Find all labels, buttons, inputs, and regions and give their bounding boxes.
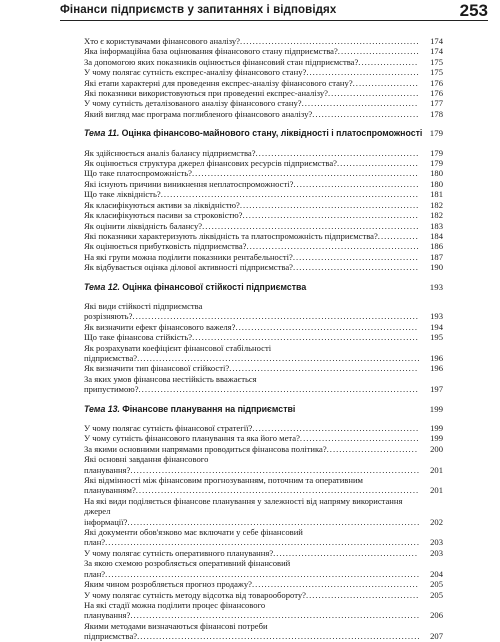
- entry-page: 187: [430, 251, 443, 262]
- toc-entry[interactable]: [84, 343, 443, 364]
- section-number: Тема 13.: [84, 403, 121, 414]
- entry-page: 178: [430, 108, 443, 119]
- entry-page: 177: [430, 98, 443, 109]
- entry-text: За допомогою яких показників оцінюється фінансовий стан підприємства?: [84, 56, 359, 67]
- leader-dots: .............................: [326, 443, 418, 454]
- entry-page: 182: [430, 210, 443, 221]
- entry-page: 207: [430, 631, 443, 642]
- leader-dots: ...................: [358, 56, 419, 67]
- entry-text: Як здійснюється аналіз балансу підприємства?: [84, 147, 256, 158]
- leader-dots: ......................................: [299, 433, 420, 444]
- leader-dots: .........................................................................................: [138, 384, 419, 395]
- entry-page: 202: [430, 516, 443, 527]
- toc-entry[interactable]: [84, 36, 443, 46]
- entry-text: Як визначити тип фінансової стійкості?: [84, 363, 230, 374]
- entry-text: Що таке платоспроможність?: [84, 168, 192, 179]
- entry-text: За якою схемою розробляється оперативний фінансовий план?: [84, 558, 291, 579]
- leader-dots: ........................................: [292, 262, 419, 273]
- toc-entry[interactable]: [84, 475, 443, 496]
- section-number: Тема 11.: [84, 128, 120, 139]
- leader-dots: ............................................................................................: [130, 610, 420, 621]
- leader-dots: ....................................................................................................: [105, 537, 420, 548]
- entry-page: 183: [430, 220, 443, 231]
- entry-page: 179: [430, 158, 443, 169]
- toc-group: [84, 36, 443, 119]
- leader-dots: .....................: [352, 77, 419, 88]
- running-title: Фінанси підприємств у запитаннях і відповідях: [60, 4, 337, 16]
- entry-page: 175: [430, 67, 443, 78]
- leader-dots: .............................................................................................: [127, 516, 421, 527]
- entry-page: 180: [430, 178, 443, 189]
- section-heading[interactable]: [84, 128, 443, 138]
- toc-entry[interactable]: [84, 78, 443, 88]
- leader-dots: ....................................................: [255, 147, 420, 158]
- toc-entry[interactable]: [84, 158, 443, 168]
- leader-dots: .....................................................: [251, 579, 419, 590]
- section-heading[interactable]: [84, 404, 443, 414]
- toc-entry[interactable]: [84, 57, 443, 67]
- toc-entry[interactable]: [84, 322, 443, 332]
- section-title: Оцінка фінансової стійкості підприємства: [122, 281, 307, 292]
- entry-page: 205: [430, 589, 443, 600]
- toc-entry[interactable]: [84, 67, 443, 77]
- entry-text: За яких умов фінансова нестійкість вважається припустимою?: [84, 373, 257, 395]
- toc-entry[interactable]: [84, 444, 443, 454]
- leader-dots: ........................................................................: [191, 168, 419, 179]
- header-rule: [60, 20, 488, 21]
- entry-page: 193: [430, 311, 443, 322]
- entry-text: У чому полягає сутність експрес-аналізу фінансового стану?: [84, 67, 307, 78]
- leader-dots: .......................................................: [246, 241, 420, 252]
- entry-page: 176: [430, 77, 443, 88]
- page-header: [60, 0, 500, 28]
- toc-entry[interactable]: [84, 179, 443, 189]
- section-title: Фінансове планування на підприємстві: [122, 403, 296, 414]
- toc-entry[interactable]: [84, 148, 443, 158]
- leader-dots: ....................................: [306, 67, 420, 78]
- entry-text: Хто є користувачами фінансового аналізу?: [84, 36, 240, 46]
- toc-entry[interactable]: [84, 88, 443, 98]
- leader-dots: ............................................................: [229, 363, 419, 374]
- entry-text: Як оцінюється прибутковість підприємства?: [84, 241, 247, 252]
- leader-dots: ....................................................................................................: [105, 568, 420, 579]
- entry-text: На які групи можна поділити показники рентабельності?: [84, 251, 293, 262]
- leader-dots: ............................................................................................: [130, 464, 420, 475]
- toc-entry[interactable]: [84, 221, 443, 231]
- entry-text: Які етапи характерні для проведення експрес-аналізу фінансового стану?: [84, 77, 353, 88]
- section-heading[interactable]: [84, 282, 443, 292]
- entry-text: Яка інформаційна база оцінювання фінансового стану підприємства?: [84, 46, 338, 57]
- entry-text: У чому сутність деталізованого аналізу фінансового стану?: [84, 98, 302, 109]
- entry-text: Які відмінності між фінансовим прогнозуванням, поточним та оперативним плануванням?: [84, 475, 363, 496]
- entry-text: Як відбувається оцінка ділової активності підприємства?: [84, 262, 293, 273]
- section-number: Тема 12.: [84, 281, 121, 292]
- leader-dots: ........................................................: [242, 210, 419, 221]
- toc-entry[interactable]: [84, 262, 443, 272]
- toc-entry[interactable]: [84, 374, 443, 395]
- entry-text: Які показники характеризують ліквідність та платоспроможність підприємства?: [84, 230, 378, 241]
- leader-dots: .........................................................: [240, 36, 420, 46]
- leader-dots: ..................................: [312, 108, 420, 119]
- section-page: 179: [429, 128, 443, 139]
- entry-text: Які показники використовуються при проведенні експрес-аналізу?: [84, 88, 328, 99]
- entry-page: 199: [430, 433, 443, 444]
- leader-dots: .....................................................................: [202, 220, 420, 231]
- toc-entry[interactable]: [84, 241, 443, 251]
- entry-text: Які існують причини виникнення неплатоспроможності?: [84, 178, 294, 189]
- toc-entry[interactable]: [84, 252, 443, 262]
- entry-text: Як визначити ефект фінансового важеля?: [84, 321, 236, 332]
- toc-entry[interactable]: [84, 621, 443, 642]
- toc-entry[interactable]: [84, 332, 443, 342]
- leader-dots: .....................................: [301, 98, 419, 109]
- entry-page: 190: [430, 262, 443, 273]
- leader-dots: ..........................................................................................: [137, 352, 421, 363]
- leader-dots: ..............................................: [273, 547, 418, 558]
- entry-page: 201: [430, 485, 443, 496]
- toc-entry[interactable]: [84, 363, 443, 373]
- leader-dots: ..........................: [337, 46, 420, 57]
- entry-text: Як класифікуються пасиви за строковістю?: [84, 210, 243, 221]
- entry-text: У чому полягає сутність методу відсотка від товарообороту?: [84, 589, 306, 600]
- entry-page: 184: [430, 230, 443, 241]
- leader-dots: ..................................................................................: [160, 189, 419, 200]
- entry-text: На які стадії можна поділити процес фінансового планування?: [84, 599, 266, 621]
- toc-entry[interactable]: [84, 527, 443, 548]
- toc-group: [84, 128, 443, 272]
- toc-entry[interactable]: [84, 231, 443, 241]
- leader-dots: ........................................: [293, 178, 420, 189]
- leader-dots: .....................................................: [252, 423, 420, 433]
- entry-text: У чому полягає сутність фінансової стратегії?: [84, 423, 253, 433]
- entry-text: Що таке фінансова стійкість?: [84, 332, 193, 343]
- entry-page: 194: [430, 321, 443, 332]
- entry-page: 203: [430, 547, 443, 558]
- entry-page: 201: [430, 464, 443, 475]
- entry-text: У чому полягає сутність оперативного планування?: [84, 547, 274, 558]
- entry-page: 186: [430, 241, 443, 252]
- leader-dots: ..........................................................................................: [135, 485, 420, 496]
- entry-text: Як оцінюється структура джерел фінансових ресурсів підприємства?: [84, 158, 337, 169]
- toc-entry[interactable]: [84, 558, 443, 579]
- section-page: 193: [429, 281, 443, 292]
- entry-page: 205: [430, 579, 443, 590]
- toc-entry[interactable]: [84, 590, 443, 600]
- entry-text: Які документи обов'язково має включати у себе фінансовий план?: [84, 527, 303, 548]
- leader-dots: .............................: [327, 88, 420, 99]
- toc-entry[interactable]: [84, 600, 443, 621]
- toc-entry[interactable]: [84, 189, 443, 199]
- entry-page: 180: [430, 168, 443, 179]
- entry-page: 182: [430, 199, 443, 210]
- toc-entry[interactable]: [84, 98, 443, 108]
- toc-group: [84, 404, 443, 642]
- entry-page: 179: [430, 147, 443, 158]
- leader-dots: ........................................................................: [192, 332, 419, 343]
- entry-page: 196: [430, 352, 443, 363]
- toc-entry[interactable]: [84, 433, 443, 443]
- toc-entry[interactable]: [84, 210, 443, 220]
- table-of-contents: [84, 36, 443, 642]
- leader-dots: ....................................: [305, 589, 420, 600]
- leader-dots: ..........................................................................................: [137, 631, 421, 642]
- entry-text: Який вигляд має програма поглибленого фінансового аналізу?: [84, 108, 313, 119]
- entry-page: 181: [430, 189, 443, 200]
- entry-text: На які види поділяється фінансове планування у залежності від напряму використання джерел інформації?: [84, 495, 403, 527]
- leader-dots: ..........................................................: [235, 321, 419, 332]
- entry-text: Які види стійкості підприємства розрізняють?: [84, 300, 203, 322]
- entry-page: 197: [430, 384, 443, 395]
- entry-text: У чому сутність фінансового планування та яка його мета?: [84, 433, 300, 444]
- toc-entry[interactable]: [84, 200, 443, 210]
- entry-text: Як класифікуються активи за ліквідністю?: [84, 199, 240, 210]
- toc-entry[interactable]: [84, 46, 443, 56]
- section-page: 199: [429, 403, 443, 414]
- entry-page: 196: [430, 363, 443, 374]
- entry-text: За якими основними напрямами проводиться фінансова політика?: [84, 443, 327, 454]
- toc-entry[interactable]: [84, 168, 443, 178]
- toc-entry[interactable]: [84, 454, 443, 475]
- entry-text: Які основні завдання фінансового планування?: [84, 454, 209, 475]
- entry-text: Як оцінити ліквідність балансу?: [84, 220, 203, 231]
- toc-group: [84, 282, 443, 395]
- entry-page: 199: [430, 423, 443, 433]
- section-title: Оцінка фінансово-майнового стану, ліквідності і платоспроможності: [121, 128, 423, 139]
- entry-page: 195: [430, 332, 443, 343]
- toc-entry[interactable]: [84, 301, 443, 322]
- entry-page: 175: [430, 56, 443, 67]
- entry-page: 206: [430, 610, 443, 621]
- leader-dots: .........................................................: [239, 199, 420, 210]
- toc-entry[interactable]: [84, 109, 443, 119]
- leader-dots: .............: [377, 230, 419, 241]
- toc-entry[interactable]: [84, 579, 443, 589]
- entry-text: Якими методами визначаються фінансові потреби підприємства?: [84, 620, 268, 642]
- entry-page: 176: [430, 88, 443, 99]
- toc-entry[interactable]: [84, 496, 443, 527]
- leader-dots: ..........................: [336, 158, 419, 169]
- entry-page: 174: [430, 46, 443, 57]
- toc-entry[interactable]: [84, 548, 443, 558]
- toc-entry[interactable]: [84, 423, 443, 433]
- entry-page: 203: [430, 537, 443, 548]
- entry-page: 200: [430, 443, 443, 454]
- entry-page: 174: [430, 36, 443, 46]
- entry-text: Як розрахувати коефіцієнт фінансової стабільності підприємства?: [84, 342, 272, 363]
- leader-dots: ...........................................................................................: [132, 311, 419, 322]
- entry-text: Що таке ліквідність?: [84, 189, 161, 200]
- page-number: 253: [459, 1, 488, 20]
- entry-text: Яким чином розробляється прогноз продажу?: [84, 579, 252, 590]
- entry-page: 204: [430, 568, 443, 579]
- leader-dots: ........................................: [292, 251, 419, 262]
